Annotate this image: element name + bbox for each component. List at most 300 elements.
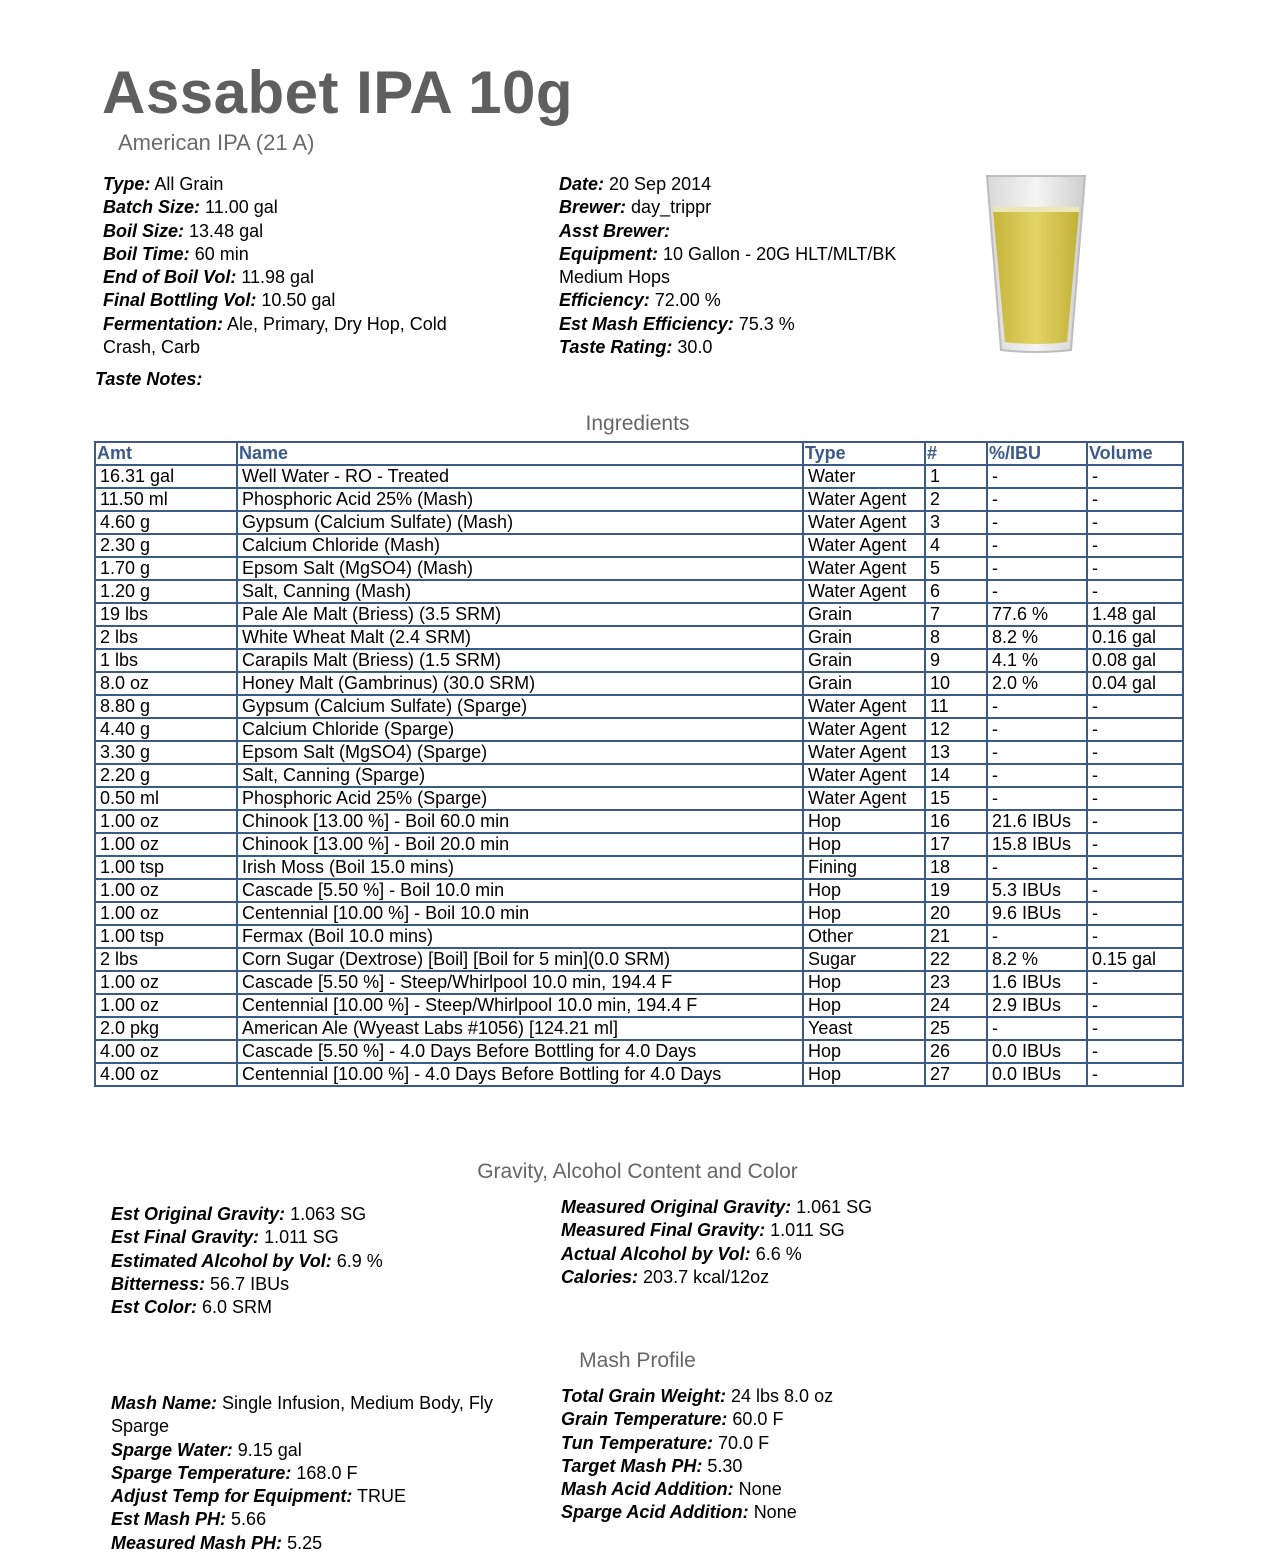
info-field bbox=[111, 1226, 541, 1249]
field-value: 56.7 IBUs bbox=[210, 1273, 290, 1294]
cell-number: 11 bbox=[925, 695, 987, 718]
field-value: 9.15 gal bbox=[237, 1439, 302, 1460]
cell-volume: - bbox=[1087, 1040, 1183, 1063]
table-row bbox=[95, 764, 1183, 787]
field-value: 1.011 SG bbox=[264, 1227, 339, 1248]
cell-type: Water Agent bbox=[803, 718, 925, 741]
cell-volume: - bbox=[1087, 902, 1183, 925]
gravity-heading: Gravity, Alcohol Content and Color bbox=[477, 1160, 798, 1183]
table-row bbox=[95, 1017, 1183, 1040]
beer-glass-icon bbox=[985, 174, 1087, 354]
table-row bbox=[95, 626, 1183, 649]
cell-type: Hop bbox=[803, 994, 925, 1017]
cell-number: 20 bbox=[925, 902, 987, 925]
cell-type: Hop bbox=[803, 902, 925, 925]
field-label: Measured Mash PH: bbox=[111, 1532, 283, 1553]
cell-name: Chinook [13.00 %] - Boil 20.0 min bbox=[237, 833, 803, 856]
field-label: Batch Size: bbox=[103, 197, 201, 218]
recipe-title: Assabet IPA 10g bbox=[102, 59, 574, 126]
info-field bbox=[103, 173, 503, 196]
cell-name: Calcium Chloride (Sparge) bbox=[237, 718, 803, 741]
cell-percent-ibu: 8.2 % bbox=[987, 948, 1087, 971]
cell-percent-ibu: - bbox=[987, 511, 1087, 534]
field-value: 24 lbs 8.0 oz bbox=[731, 1386, 834, 1406]
cell-amount: 1.00 oz bbox=[95, 833, 237, 856]
cell-percent-ibu: 4.1 % bbox=[987, 649, 1087, 672]
cell-percent-ibu: 2.0 % bbox=[987, 672, 1087, 695]
cell-number: 22 bbox=[925, 948, 987, 971]
table-row bbox=[95, 741, 1183, 764]
taste-notes bbox=[95, 368, 202, 391]
field-value: 20 Sep 2014 bbox=[609, 174, 712, 194]
cell-name: Irish Moss (Boil 15.0 mins) bbox=[237, 856, 803, 879]
field-label: Final Bottling Vol: bbox=[103, 290, 257, 311]
cell-number: 27 bbox=[925, 1063, 987, 1086]
cell-type: Hop bbox=[803, 971, 925, 994]
field-value: 1.061 SG bbox=[796, 1197, 873, 1217]
cell-volume: - bbox=[1087, 741, 1183, 764]
field-label: Boil Time: bbox=[103, 243, 190, 264]
info-field bbox=[111, 1273, 541, 1296]
cell-volume: 0.16 gal bbox=[1087, 626, 1183, 649]
cell-number: 3 bbox=[925, 511, 987, 534]
column-header-type: Type bbox=[803, 442, 925, 465]
cell-number: 6 bbox=[925, 580, 987, 603]
cell-volume: - bbox=[1087, 1063, 1183, 1086]
info-field bbox=[561, 1408, 991, 1431]
field-value: Single Infusion, Medium Body, Fly Sparge bbox=[111, 1393, 493, 1437]
cell-name: Gypsum (Calcium Sulfate) (Sparge) bbox=[237, 695, 803, 718]
gravity-measured bbox=[561, 1196, 991, 1289]
field-value: 168.0 F bbox=[296, 1462, 358, 1483]
info-field bbox=[111, 1532, 551, 1555]
field-value: None bbox=[738, 1479, 782, 1500]
field-value: day_trippr bbox=[631, 197, 712, 218]
cell-volume: - bbox=[1087, 810, 1183, 833]
mash-details-right bbox=[561, 1385, 991, 1525]
cell-number: 7 bbox=[925, 603, 987, 626]
column-header-volume: Volume bbox=[1087, 442, 1183, 465]
cell-name: Epsom Salt (MgSO4) (Sparge) bbox=[237, 741, 803, 764]
info-field bbox=[559, 173, 949, 196]
cell-type: Hop bbox=[803, 1063, 925, 1086]
info-field bbox=[561, 1243, 991, 1266]
cell-volume: - bbox=[1087, 557, 1183, 580]
field-label: Measured Final Gravity: bbox=[561, 1220, 766, 1241]
info-field bbox=[561, 1432, 991, 1455]
cell-name: Honey Malt (Gambrinus) (30.0 SRM) bbox=[237, 672, 803, 695]
recipe-info-right bbox=[559, 173, 949, 359]
cell-number: 16 bbox=[925, 810, 987, 833]
cell-amount: 1.00 tsp bbox=[95, 925, 237, 948]
cell-name: Salt, Canning (Mash) bbox=[237, 580, 803, 603]
field-label: Sparge Acid Addition: bbox=[561, 1502, 749, 1523]
info-field bbox=[561, 1455, 991, 1478]
field-label: Mash Acid Addition: bbox=[561, 1479, 734, 1500]
table-header-row bbox=[95, 442, 1183, 465]
cell-number: 8 bbox=[925, 626, 987, 649]
cell-amount: 8.0 oz bbox=[95, 672, 237, 695]
cell-volume: 0.15 gal bbox=[1087, 948, 1183, 971]
cell-amount: 0.50 ml bbox=[95, 787, 237, 810]
info-field bbox=[103, 196, 503, 219]
cell-type: Water Agent bbox=[803, 741, 925, 764]
cell-amount: 2 lbs bbox=[95, 626, 237, 649]
info-field bbox=[559, 336, 949, 359]
cell-volume: - bbox=[1087, 787, 1183, 810]
cell-amount: 2.20 g bbox=[95, 764, 237, 787]
info-field bbox=[103, 220, 503, 243]
cell-percent-ibu: 1.6 IBUs bbox=[987, 971, 1087, 994]
cell-amount: 1.00 oz bbox=[95, 902, 237, 925]
cell-number: 18 bbox=[925, 856, 987, 879]
cell-name: Centennial [10.00 %] - Steep/Whirlpool 10.0 min, 194.4 F bbox=[237, 994, 803, 1017]
field-label: Efficiency: bbox=[559, 290, 650, 311]
cell-name: Chinook [13.00 %] - Boil 60.0 min bbox=[237, 810, 803, 833]
cell-type: Hop bbox=[803, 879, 925, 902]
info-field bbox=[111, 1392, 551, 1439]
cell-number: 17 bbox=[925, 833, 987, 856]
table-row bbox=[95, 994, 1183, 1017]
field-label: Mash Name: bbox=[111, 1393, 218, 1413]
field-label: Fermentation: bbox=[103, 313, 224, 334]
cell-percent-ibu: 21.6 IBUs bbox=[987, 810, 1087, 833]
column-header-amt: Amt bbox=[95, 442, 237, 465]
info-field bbox=[111, 1203, 541, 1226]
recipe-info-left bbox=[103, 173, 503, 359]
cell-type: Grain bbox=[803, 626, 925, 649]
field-label: Date: bbox=[559, 174, 605, 194]
field-value: 13.48 gal bbox=[189, 220, 264, 241]
cell-type: Water Agent bbox=[803, 488, 925, 511]
cell-name: Carapils Malt (Briess) (1.5 SRM) bbox=[237, 649, 803, 672]
cell-percent-ibu: 5.3 IBUs bbox=[987, 879, 1087, 902]
cell-amount: 3.30 g bbox=[95, 741, 237, 764]
cell-number: 15 bbox=[925, 787, 987, 810]
cell-number: 25 bbox=[925, 1017, 987, 1040]
cell-amount: 16.31 gal bbox=[95, 465, 237, 488]
field-value: Ale, Primary, Dry Hop, Cold Crash, Carb bbox=[103, 313, 447, 358]
table-row bbox=[95, 534, 1183, 557]
field-label: End of Boil Vol: bbox=[103, 267, 237, 288]
cell-percent-ibu: - bbox=[987, 557, 1087, 580]
info-field bbox=[559, 313, 949, 336]
info-field bbox=[559, 196, 949, 219]
field-label: Equipment: bbox=[559, 243, 658, 264]
info-field bbox=[111, 1462, 551, 1485]
mash-details-left bbox=[111, 1392, 551, 1555]
table-row bbox=[95, 810, 1183, 833]
ingredients-heading: Ingredients bbox=[585, 412, 690, 435]
field-value: TRUE bbox=[357, 1486, 407, 1507]
field-label: Asst Brewer: bbox=[559, 220, 671, 241]
field-value: 5.25 bbox=[287, 1532, 323, 1553]
field-value: 10.50 gal bbox=[261, 290, 336, 311]
table-row bbox=[95, 948, 1183, 971]
cell-percent-ibu: - bbox=[987, 534, 1087, 557]
cell-percent-ibu: - bbox=[987, 787, 1087, 810]
cell-type: Hop bbox=[803, 833, 925, 856]
cell-name: Phosphoric Acid 25% (Sparge) bbox=[237, 787, 803, 810]
cell-amount: 1.00 oz bbox=[95, 994, 237, 1017]
cell-number: 9 bbox=[925, 649, 987, 672]
cell-percent-ibu: 9.6 IBUs bbox=[987, 902, 1087, 925]
cell-volume: - bbox=[1087, 971, 1183, 994]
cell-number: 5 bbox=[925, 557, 987, 580]
cell-amount: 4.40 g bbox=[95, 718, 237, 741]
cell-percent-ibu: - bbox=[987, 856, 1087, 879]
table-row bbox=[95, 902, 1183, 925]
table-row bbox=[95, 465, 1183, 488]
field-value: 11.00 gal bbox=[205, 197, 278, 218]
cell-name: Fermax (Boil 10.0 mins) bbox=[237, 925, 803, 948]
cell-type: Water bbox=[803, 465, 925, 488]
cell-name: Pale Ale Malt (Briess) (3.5 SRM) bbox=[237, 603, 803, 626]
info-field bbox=[561, 1196, 991, 1219]
cell-name: Salt, Canning (Sparge) bbox=[237, 764, 803, 787]
cell-percent-ibu: - bbox=[987, 695, 1087, 718]
cell-type: Water Agent bbox=[803, 534, 925, 557]
info-field bbox=[559, 243, 949, 290]
info-field bbox=[561, 1266, 991, 1289]
info-field bbox=[561, 1478, 991, 1501]
cell-type: Hop bbox=[803, 810, 925, 833]
cell-type: Fining bbox=[803, 856, 925, 879]
field-value: 1.063 SG bbox=[290, 1204, 367, 1224]
cell-percent-ibu: - bbox=[987, 764, 1087, 787]
cell-type: Grain bbox=[803, 603, 925, 626]
field-value: 60.0 F bbox=[732, 1409, 784, 1430]
cell-type: Grain bbox=[803, 672, 925, 695]
cell-type: Water Agent bbox=[803, 695, 925, 718]
table-row bbox=[95, 603, 1183, 626]
cell-percent-ibu: 15.8 IBUs bbox=[987, 833, 1087, 856]
cell-name: American Ale (Wyeast Labs #1056) [124.21 ml] bbox=[237, 1017, 803, 1040]
column-header-name: Name bbox=[237, 442, 803, 465]
cell-type: Grain bbox=[803, 649, 925, 672]
cell-type: Water Agent bbox=[803, 787, 925, 810]
info-field bbox=[559, 289, 949, 312]
field-label: Grain Temperature: bbox=[561, 1409, 728, 1430]
column-header-percent-ibu: %/IBU bbox=[987, 442, 1087, 465]
field-value: 203.7 kcal/12oz bbox=[643, 1266, 770, 1287]
table-row bbox=[95, 488, 1183, 511]
field-label: Target Mash PH: bbox=[561, 1455, 703, 1476]
cell-name: Centennial [10.00 %] - Boil 10.0 min bbox=[237, 902, 803, 925]
cell-amount: 4.00 oz bbox=[95, 1040, 237, 1063]
ingredients-table bbox=[94, 441, 1184, 1087]
field-value: 6.9 % bbox=[336, 1250, 383, 1271]
field-value: All Grain bbox=[154, 174, 224, 194]
cell-amount: 1.20 g bbox=[95, 580, 237, 603]
cell-percent-ibu: 0.0 IBUs bbox=[987, 1063, 1087, 1086]
cell-volume: 0.04 gal bbox=[1087, 672, 1183, 695]
info-field bbox=[111, 1485, 551, 1508]
field-value: 30.0 bbox=[677, 337, 713, 358]
info-field bbox=[111, 1508, 551, 1531]
cell-number: 13 bbox=[925, 741, 987, 764]
table-row bbox=[95, 1040, 1183, 1063]
cell-amount: 1.00 tsp bbox=[95, 856, 237, 879]
cell-amount: 1.00 oz bbox=[95, 971, 237, 994]
field-label: Bitterness: bbox=[111, 1273, 206, 1294]
cell-number: 1 bbox=[925, 465, 987, 488]
cell-name: Gypsum (Calcium Sulfate) (Mash) bbox=[237, 511, 803, 534]
info-field bbox=[561, 1219, 991, 1242]
cell-volume: - bbox=[1087, 718, 1183, 741]
field-label: Sparge Water: bbox=[111, 1439, 233, 1460]
info-field bbox=[111, 1296, 541, 1319]
cell-percent-ibu: - bbox=[987, 741, 1087, 764]
field-label: Est Mash PH: bbox=[111, 1509, 227, 1530]
cell-type: Sugar bbox=[803, 948, 925, 971]
field-value: 75.3 % bbox=[738, 313, 795, 334]
field-label: Taste Notes: bbox=[95, 369, 203, 389]
cell-number: 26 bbox=[925, 1040, 987, 1063]
field-label: Brewer: bbox=[559, 197, 627, 218]
cell-amount: 4.60 g bbox=[95, 511, 237, 534]
field-value: 72.00 % bbox=[654, 290, 721, 311]
table-row bbox=[95, 511, 1183, 534]
gravity-estimated bbox=[111, 1203, 541, 1319]
table-row bbox=[95, 1063, 1183, 1086]
cell-amount: 1.70 g bbox=[95, 557, 237, 580]
cell-name: Epsom Salt (MgSO4) (Mash) bbox=[237, 557, 803, 580]
cell-name: Cascade [5.50 %] - 4.0 Days Before Bottling for 4.0 Days bbox=[237, 1040, 803, 1063]
cell-amount: 1.00 oz bbox=[95, 810, 237, 833]
table-row bbox=[95, 649, 1183, 672]
cell-volume: 1.48 gal bbox=[1087, 603, 1183, 626]
table-row bbox=[95, 557, 1183, 580]
cell-volume: - bbox=[1087, 511, 1183, 534]
cell-type: Water Agent bbox=[803, 764, 925, 787]
recipe-style: American IPA (21 A) bbox=[118, 130, 315, 155]
table-row bbox=[95, 856, 1183, 879]
field-value: 5.30 bbox=[707, 1455, 743, 1476]
cell-volume: - bbox=[1087, 580, 1183, 603]
cell-name: Well Water - RO - Treated bbox=[237, 465, 803, 488]
cell-amount: 8.80 g bbox=[95, 695, 237, 718]
cell-number: 19 bbox=[925, 879, 987, 902]
table-row bbox=[95, 695, 1183, 718]
table-row bbox=[95, 833, 1183, 856]
field-label: Actual Alcohol by Vol: bbox=[561, 1243, 751, 1264]
field-label: Tun Temperature: bbox=[561, 1432, 714, 1453]
table-row bbox=[95, 672, 1183, 695]
info-field bbox=[561, 1501, 991, 1524]
cell-amount: 19 lbs bbox=[95, 603, 237, 626]
cell-name: Calcium Chloride (Mash) bbox=[237, 534, 803, 557]
cell-type: Water Agent bbox=[803, 580, 925, 603]
field-label: Total Grain Weight: bbox=[561, 1386, 726, 1406]
field-label: Adjust Temp for Equipment: bbox=[111, 1486, 353, 1507]
cell-percent-ibu: - bbox=[987, 718, 1087, 741]
info-field bbox=[103, 289, 503, 312]
cell-amount: 2.30 g bbox=[95, 534, 237, 557]
cell-number: 4 bbox=[925, 534, 987, 557]
info-field bbox=[111, 1439, 551, 1462]
cell-type: Other bbox=[803, 925, 925, 948]
info-field bbox=[103, 243, 503, 266]
cell-amount: 11.50 ml bbox=[95, 488, 237, 511]
info-field bbox=[559, 220, 949, 243]
cell-number: 14 bbox=[925, 764, 987, 787]
table-row bbox=[95, 879, 1183, 902]
cell-number: 12 bbox=[925, 718, 987, 741]
cell-type: Water Agent bbox=[803, 511, 925, 534]
table-row bbox=[95, 580, 1183, 603]
table-row bbox=[95, 787, 1183, 810]
cell-name: Corn Sugar (Dextrose) [Boil] [Boil for 5 min](0.0 SRM) bbox=[237, 948, 803, 971]
cell-volume: - bbox=[1087, 764, 1183, 787]
cell-percent-ibu: - bbox=[987, 488, 1087, 511]
cell-number: 23 bbox=[925, 971, 987, 994]
cell-percent-ibu: 0.0 IBUs bbox=[987, 1040, 1087, 1063]
cell-volume: - bbox=[1087, 856, 1183, 879]
cell-amount: 1.00 oz bbox=[95, 879, 237, 902]
cell-volume: - bbox=[1087, 488, 1183, 511]
cell-volume: - bbox=[1087, 695, 1183, 718]
cell-name: White Wheat Malt (2.4 SRM) bbox=[237, 626, 803, 649]
field-label: Estimated Alcohol by Vol: bbox=[111, 1250, 332, 1271]
field-label: Est Final Gravity: bbox=[111, 1227, 260, 1248]
cell-type: Water Agent bbox=[803, 557, 925, 580]
field-label: Est Original Gravity: bbox=[111, 1204, 286, 1224]
field-label: Measured Original Gravity: bbox=[561, 1197, 792, 1217]
cell-amount: 2 lbs bbox=[95, 948, 237, 971]
info-field bbox=[103, 266, 503, 289]
cell-percent-ibu: 2.9 IBUs bbox=[987, 994, 1087, 1017]
field-label: Calories: bbox=[561, 1266, 639, 1287]
field-label: Est Mash Efficiency: bbox=[559, 313, 734, 334]
field-value: 70.0 F bbox=[718, 1432, 770, 1453]
cell-percent-ibu: 8.2 % bbox=[987, 626, 1087, 649]
info-field bbox=[561, 1385, 991, 1408]
cell-volume: - bbox=[1087, 534, 1183, 557]
cell-number: 21 bbox=[925, 925, 987, 948]
field-value: 1.011 SG bbox=[770, 1220, 845, 1241]
cell-volume: 0.08 gal bbox=[1087, 649, 1183, 672]
info-field bbox=[111, 1250, 541, 1273]
cell-name: Cascade [5.50 %] - Boil 10.0 min bbox=[237, 879, 803, 902]
field-value: 11.98 gal bbox=[241, 267, 315, 288]
cell-number: 10 bbox=[925, 672, 987, 695]
cell-name: Centennial [10.00 %] - 4.0 Days Before Bottling for 4.0 Days bbox=[237, 1063, 803, 1086]
cell-name: Phosphoric Acid 25% (Mash) bbox=[237, 488, 803, 511]
cell-volume: - bbox=[1087, 925, 1183, 948]
cell-volume: - bbox=[1087, 465, 1183, 488]
cell-volume: - bbox=[1087, 879, 1183, 902]
field-value: 60 min bbox=[194, 243, 249, 264]
cell-volume: - bbox=[1087, 1017, 1183, 1040]
cell-percent-ibu: - bbox=[987, 1017, 1087, 1040]
field-label: Est Color: bbox=[111, 1297, 198, 1318]
field-value: 6.6 % bbox=[755, 1243, 802, 1264]
table-row bbox=[95, 718, 1183, 741]
cell-percent-ibu: - bbox=[987, 465, 1087, 488]
mash-heading: Mash Profile bbox=[579, 1349, 696, 1372]
cell-number: 24 bbox=[925, 994, 987, 1017]
field-value: None bbox=[753, 1502, 797, 1523]
field-label: Type: bbox=[103, 174, 151, 194]
field-value: 5.66 bbox=[231, 1509, 267, 1530]
field-value: 10 Gallon - 20G HLT/MLT/BK Medium Hops bbox=[559, 243, 897, 288]
info-field bbox=[103, 313, 503, 360]
cell-amount: 2.0 pkg bbox=[95, 1017, 237, 1040]
cell-amount: 4.00 oz bbox=[95, 1063, 237, 1086]
cell-volume: - bbox=[1087, 833, 1183, 856]
cell-percent-ibu: 77.6 % bbox=[987, 603, 1087, 626]
